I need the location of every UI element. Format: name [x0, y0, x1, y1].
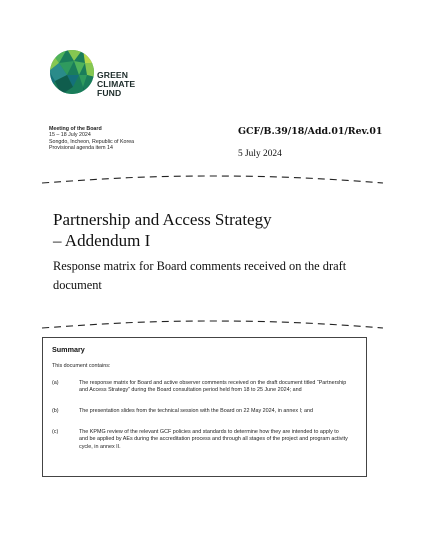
- document-reference: GCF/B.39/18/Add.01/Rev.01: [238, 126, 383, 137]
- meeting-agenda: Provisional agenda item 14: [49, 145, 113, 152]
- decorative-wave-top: [40, 173, 385, 189]
- meeting-info: [49, 126, 134, 152]
- meeting-dates: 15 – 18 July 2024: [49, 132, 91, 139]
- logo-wordmark: [97, 71, 135, 98]
- logo-line-1: GREEN: [97, 70, 129, 80]
- summary-item-label: (a): [52, 380, 59, 386]
- globe-icon: [49, 49, 95, 95]
- summary-item-label: (c): [52, 429, 59, 435]
- summary-intro: This document contains:: [52, 363, 111, 369]
- meeting-title: Meeting of the Board: [49, 126, 102, 132]
- title-line-1: Partnership and Access Strategy: [53, 210, 272, 229]
- decorative-wave-bottom: [40, 318, 385, 334]
- document-title: [53, 209, 272, 251]
- gcf-logo: [49, 49, 149, 109]
- summary-item-text: The response matrix for Board and active observer comments received on the draft document titled “Partnership and Access Strategy” during the Board consultation period held from 18 to 25 June 2024; and: [79, 380, 347, 394]
- logo-line-3: FUND: [97, 88, 122, 98]
- meeting-location: Songdo, Incheon, Republic of Korea: [49, 138, 135, 145]
- logo-line-2: CLIMATE: [97, 79, 136, 89]
- summary-item-label: (b): [52, 408, 59, 414]
- summary-item-text: The KPMG review of the relevant GCF policies and standards to determine how they are intended to apply to and be applied by AEs during the accreditation process and through all stages of the project and program activity cycle, in annex II.: [79, 429, 348, 450]
- summary-item-text: The presentation slides from the technical session with the Board on 22 May 2024, in annex I; and: [79, 408, 314, 414]
- document-subtitle: Response matrix for Board comments received on the draft document: [53, 259, 347, 292]
- title-line-2: – Addendum I: [53, 231, 151, 250]
- summary-heading: Summary: [52, 345, 85, 354]
- document-date: 5 July 2024: [238, 149, 282, 159]
- summary-box: [42, 337, 367, 477]
